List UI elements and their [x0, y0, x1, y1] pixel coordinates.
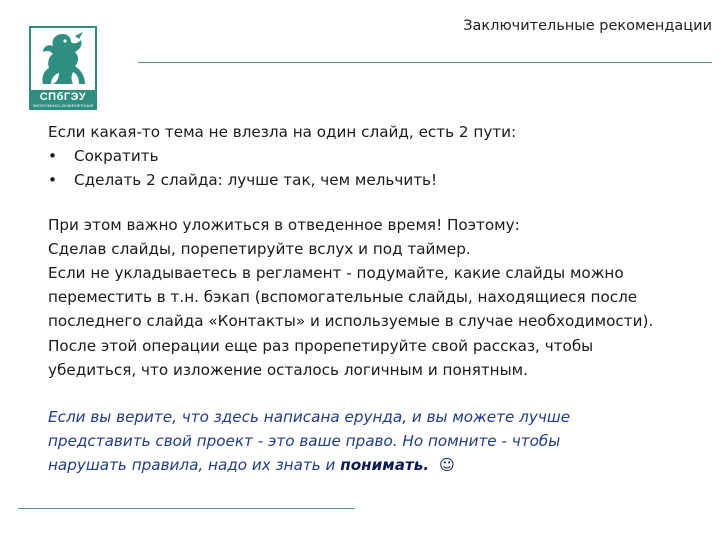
- paragraph-line: Если не укладываетесь в регламент - подумайте, какие слайды можно: [48, 264, 624, 283]
- note-line-text: нарушать правила, надо их знать и: [48, 456, 341, 475]
- emphasis-understand: понимать.: [340, 456, 430, 475]
- list-item-text: Сделать 2 слайда: лучше так, чем мельчить!: [74, 171, 438, 190]
- university-logo: [29, 26, 97, 110]
- paragraph-line: переместить в т.н. бэкап (вспомогательные слайды, находящиеся после: [48, 288, 638, 307]
- list-item-text: Сократить: [74, 147, 159, 166]
- logo-subtitle: ЭКОНОМИКО-ИНЖЕНЕРНЫЙ: [32, 103, 94, 108]
- paragraph-line: последнего слайда «Контакты» и используемые в случае необходимости).: [48, 312, 654, 331]
- footer-divider: [18, 508, 355, 509]
- slide-title: Заключительные рекомендации: [463, 18, 712, 34]
- closing-note: [48, 405, 713, 478]
- note-line: представить свой проект - это ваше право. Но помните - чтобы: [48, 432, 561, 451]
- paragraph-line: После этой операции еще раз прорепетируйте свой рассказ, чтобы: [48, 336, 594, 355]
- paragraph-line: При этом важно уложиться в отведенное время! Поэтому:: [48, 215, 520, 234]
- title-divider: [138, 62, 712, 63]
- list-item: [48, 168, 713, 192]
- paragraph-line: убедиться, что изложение осталось логичным и понятным.: [48, 360, 528, 379]
- intro-line: Если какая-то тема не влезла на один слайд, есть 2 пути:: [48, 123, 517, 141]
- bullet-icon: •: [48, 147, 57, 166]
- note-line: Если вы верите, что здесь написана ерунда, и вы можете лучше: [48, 408, 571, 427]
- note-line: [48, 453, 713, 477]
- slide-body: [48, 120, 713, 478]
- bullet-icon: •: [48, 171, 57, 190]
- timing-paragraph: [48, 213, 713, 382]
- list-item: [48, 144, 713, 168]
- paragraph-line: Сделав слайды, порепетируйте вслух и под таймер.: [48, 239, 471, 258]
- options-list: [48, 144, 713, 192]
- logo-abbreviation: СПбГЭУ: [39, 91, 87, 103]
- smiley-icon: ☺: [438, 456, 455, 475]
